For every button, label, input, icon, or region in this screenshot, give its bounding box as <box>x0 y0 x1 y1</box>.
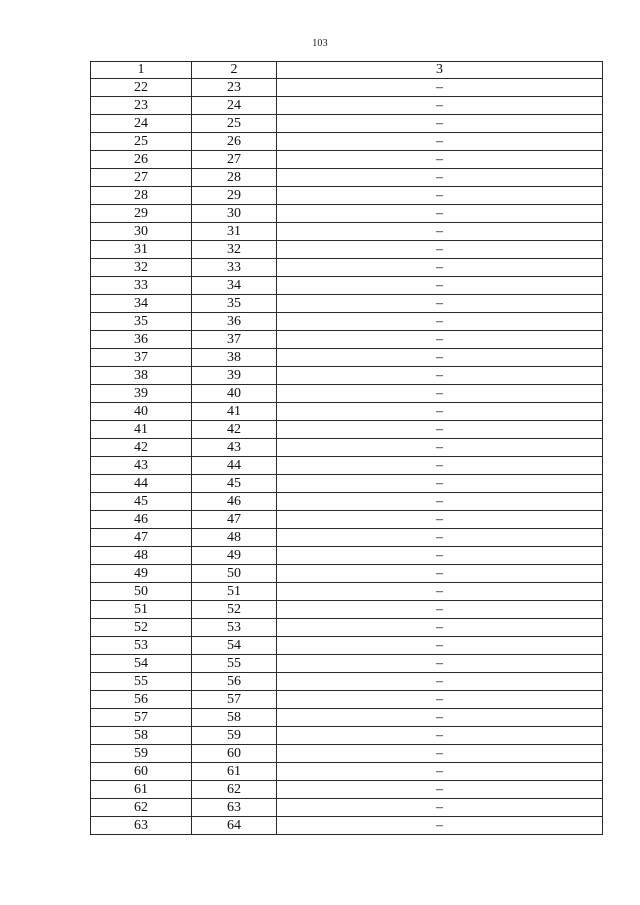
table-cell-col-1: 29 <box>91 205 192 223</box>
table-row <box>91 511 603 529</box>
table-cell-col-2: 51 <box>192 583 277 601</box>
table-cell-col-1: 57 <box>91 709 192 727</box>
table-row <box>91 727 603 745</box>
table-cell-col-2: 32 <box>192 241 277 259</box>
table-cell-col-1: 26 <box>91 151 192 169</box>
table-row <box>91 259 603 277</box>
table-row <box>91 799 603 817</box>
table-cell-col-3: – <box>277 655 603 673</box>
table-row <box>91 781 603 799</box>
table-cell-col-1: 25 <box>91 133 192 151</box>
table-cell-col-2: 41 <box>192 403 277 421</box>
table-cell-col-2: 43 <box>192 439 277 457</box>
table-cell-col-2: 29 <box>192 187 277 205</box>
table-cell-col-1: 30 <box>91 223 192 241</box>
table-cell-col-2: 57 <box>192 691 277 709</box>
table-cell-col-3: – <box>277 151 603 169</box>
table-row <box>91 151 603 169</box>
table-row <box>91 583 603 601</box>
table-cell-col-1: 32 <box>91 259 192 277</box>
table-cell-col-3: – <box>277 205 603 223</box>
table-cell-col-1: 36 <box>91 331 192 349</box>
table-cell-col-3: – <box>277 79 603 97</box>
table-cell-col-2: 35 <box>192 295 277 313</box>
table-cell-col-3: – <box>277 511 603 529</box>
table-row <box>91 205 603 223</box>
table-row <box>91 673 603 691</box>
column-header-3: 3 <box>277 62 603 79</box>
table-cell-col-3: – <box>277 241 603 259</box>
table-cell-col-3: – <box>277 745 603 763</box>
table-cell-col-1: 41 <box>91 421 192 439</box>
table-cell-col-2: 45 <box>192 475 277 493</box>
table-cell-col-2: 24 <box>192 97 277 115</box>
table-cell-col-3: – <box>277 583 603 601</box>
table-cell-col-3: – <box>277 529 603 547</box>
table-cell-col-2: 23 <box>192 79 277 97</box>
table-row <box>91 493 603 511</box>
table-cell-col-2: 52 <box>192 601 277 619</box>
table-row <box>91 331 603 349</box>
table-cell-col-1: 43 <box>91 457 192 475</box>
table-cell-col-3: – <box>277 187 603 205</box>
table-cell-col-2: 55 <box>192 655 277 673</box>
table-row <box>91 763 603 781</box>
table-cell-col-1: 34 <box>91 295 192 313</box>
table-cell-col-3: – <box>277 295 603 313</box>
table-cell-col-2: 34 <box>192 277 277 295</box>
table-cell-col-3: – <box>277 619 603 637</box>
table-row <box>91 241 603 259</box>
table-cell-col-1: 28 <box>91 187 192 205</box>
table-cell-col-1: 40 <box>91 403 192 421</box>
table-cell-col-1: 35 <box>91 313 192 331</box>
table-cell-col-1: 62 <box>91 799 192 817</box>
table-cell-col-3: – <box>277 763 603 781</box>
table-cell-col-3: – <box>277 367 603 385</box>
table-cell-col-3: – <box>277 115 603 133</box>
table-cell-col-3: – <box>277 799 603 817</box>
page-number: 103 <box>312 38 328 49</box>
table-header-row <box>91 62 603 79</box>
table-cell-col-1: 45 <box>91 493 192 511</box>
table-cell-col-2: 39 <box>192 367 277 385</box>
table-cell-col-1: 49 <box>91 565 192 583</box>
table-row <box>91 385 603 403</box>
table-cell-col-2: 33 <box>192 259 277 277</box>
table-cell-col-2: 28 <box>192 169 277 187</box>
table-cell-col-2: 46 <box>192 493 277 511</box>
table-cell-col-2: 31 <box>192 223 277 241</box>
table-cell-col-3: – <box>277 169 603 187</box>
table-cell-col-2: 56 <box>192 673 277 691</box>
table-row <box>91 637 603 655</box>
table-row <box>91 115 603 133</box>
table-cell-col-1: 33 <box>91 277 192 295</box>
table-cell-col-1: 42 <box>91 439 192 457</box>
table-cell-col-2: 26 <box>192 133 277 151</box>
table-cell-col-3: – <box>277 259 603 277</box>
table-cell-col-1: 52 <box>91 619 192 637</box>
table-cell-col-1: 46 <box>91 511 192 529</box>
table-row <box>91 133 603 151</box>
table-row <box>91 817 603 835</box>
table-cell-col-1: 37 <box>91 349 192 367</box>
table-row <box>91 277 603 295</box>
table-cell-col-3: – <box>277 223 603 241</box>
table-cell-col-3: – <box>277 457 603 475</box>
table-cell-col-1: 58 <box>91 727 192 745</box>
data-table <box>90 61 603 835</box>
table-cell-col-3: – <box>277 493 603 511</box>
table-cell-col-1: 38 <box>91 367 192 385</box>
table-cell-col-2: 30 <box>192 205 277 223</box>
table-cell-col-2: 50 <box>192 565 277 583</box>
table-cell-col-3: – <box>277 97 603 115</box>
table-cell-col-3: – <box>277 349 603 367</box>
table-cell-col-1: 56 <box>91 691 192 709</box>
table-cell-col-2: 25 <box>192 115 277 133</box>
table-row <box>91 349 603 367</box>
table-cell-col-3: – <box>277 817 603 835</box>
table-cell-col-2: 63 <box>192 799 277 817</box>
table-cell-col-2: 54 <box>192 637 277 655</box>
table-cell-col-1: 39 <box>91 385 192 403</box>
table-cell-col-3: – <box>277 313 603 331</box>
table-cell-col-3: – <box>277 133 603 151</box>
table-cell-col-1: 59 <box>91 745 192 763</box>
table-row <box>91 79 603 97</box>
table-cell-col-2: 48 <box>192 529 277 547</box>
table-row <box>91 547 603 565</box>
table-cell-col-2: 36 <box>192 313 277 331</box>
table-cell-col-3: – <box>277 475 603 493</box>
table-cell-col-3: – <box>277 601 603 619</box>
table-row <box>91 421 603 439</box>
table-row <box>91 709 603 727</box>
table-cell-col-1: 24 <box>91 115 192 133</box>
table-cell-col-1: 63 <box>91 817 192 835</box>
table-cell-col-2: 27 <box>192 151 277 169</box>
table-cell-col-1: 27 <box>91 169 192 187</box>
table-row <box>91 745 603 763</box>
table-cell-col-2: 49 <box>192 547 277 565</box>
table-cell-col-2: 47 <box>192 511 277 529</box>
table-cell-col-3: – <box>277 439 603 457</box>
table-row <box>91 367 603 385</box>
table-row <box>91 691 603 709</box>
table-cell-col-3: – <box>277 403 603 421</box>
table-cell-col-3: – <box>277 637 603 655</box>
table-body <box>91 79 603 835</box>
table-cell-col-1: 61 <box>91 781 192 799</box>
table-row <box>91 601 603 619</box>
table-cell-col-2: 64 <box>192 817 277 835</box>
table-row <box>91 169 603 187</box>
table-cell-col-3: – <box>277 331 603 349</box>
table-row <box>91 655 603 673</box>
table-row <box>91 475 603 493</box>
table-row <box>91 187 603 205</box>
table-cell-col-3: – <box>277 385 603 403</box>
table-cell-col-3: – <box>277 565 603 583</box>
table-cell-col-1: 22 <box>91 79 192 97</box>
table-row <box>91 223 603 241</box>
table-row <box>91 439 603 457</box>
table-cell-col-2: 42 <box>192 421 277 439</box>
column-header-1: 1 <box>91 62 192 79</box>
table-cell-col-3: – <box>277 781 603 799</box>
table-cell-col-1: 53 <box>91 637 192 655</box>
table-cell-col-2: 44 <box>192 457 277 475</box>
table-row <box>91 529 603 547</box>
table-cell-col-2: 61 <box>192 763 277 781</box>
table-row <box>91 457 603 475</box>
table-cell-col-2: 59 <box>192 727 277 745</box>
table-cell-col-2: 38 <box>192 349 277 367</box>
table-row <box>91 313 603 331</box>
table-cell-col-1: 48 <box>91 547 192 565</box>
table-cell-col-1: 44 <box>91 475 192 493</box>
table-cell-col-1: 47 <box>91 529 192 547</box>
table-cell-col-2: 58 <box>192 709 277 727</box>
table-cell-col-3: – <box>277 421 603 439</box>
column-header-2: 2 <box>192 62 277 79</box>
table-row <box>91 97 603 115</box>
table-cell-col-2: 53 <box>192 619 277 637</box>
table-cell-col-2: 37 <box>192 331 277 349</box>
table-cell-col-2: 40 <box>192 385 277 403</box>
table-cell-col-3: – <box>277 691 603 709</box>
table-cell-col-1: 51 <box>91 601 192 619</box>
table-cell-col-2: 62 <box>192 781 277 799</box>
table-cell-col-2: 60 <box>192 745 277 763</box>
table-cell-col-3: – <box>277 673 603 691</box>
table-cell-col-3: – <box>277 277 603 295</box>
table-cell-col-3: – <box>277 547 603 565</box>
table-cell-col-1: 60 <box>91 763 192 781</box>
table-row <box>91 619 603 637</box>
table-cell-col-1: 54 <box>91 655 192 673</box>
table-cell-col-3: – <box>277 727 603 745</box>
table-cell-col-1: 50 <box>91 583 192 601</box>
table-cell-col-1: 23 <box>91 97 192 115</box>
table-cell-col-1: 55 <box>91 673 192 691</box>
table-row <box>91 295 603 313</box>
table-cell-col-1: 31 <box>91 241 192 259</box>
table-cell-col-3: – <box>277 709 603 727</box>
table-row <box>91 565 603 583</box>
table-row <box>91 403 603 421</box>
